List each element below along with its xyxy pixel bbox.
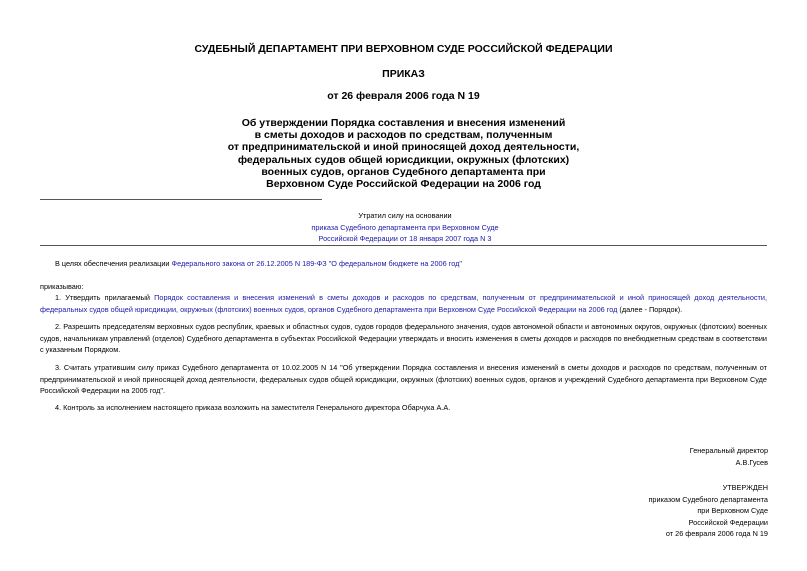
- title-line: военных судов, органов Судебного департамента при: [261, 165, 546, 178]
- title-line: Об утверждении Порядка составления и внесения изменений: [241, 117, 566, 129]
- status-link[interactable]: приказа Судебного департамента при Верховном Суде: [311, 222, 499, 232]
- title-line: в сметы доходов и расходов по средствам, полученным: [254, 129, 553, 142]
- approval-line: при Верховном Суде: [697, 506, 768, 515]
- item-4: 4. Контроль за исполнением настоящего приказа возложить на заместителя Генерального директора Обарчука А.А.: [55, 403, 451, 412]
- document-title: [0, 117, 807, 190]
- approval-line: приказом Судебного департамента: [648, 494, 768, 504]
- order-word: приказываю:: [40, 282, 84, 291]
- document-date: от 26 февраля 2006 года N 19: [327, 90, 480, 102]
- signature-name: А.В.Гусев: [735, 457, 768, 467]
- title-line: от предпринимательской и иной приносящей доход деятельности,: [227, 141, 580, 154]
- status-note: [300, 210, 510, 245]
- approval-word: УТВЕРЖДЕН: [722, 483, 768, 492]
- item-3: 3. Считать утратившим силу приказ Судебного департамента от 10.02.2005 N 14 "Об утверждении Порядка составления и внесения изменений в сметы доходов и расходов по средствам, полученным от предпринимательской и иной приносящей доход деятельности, федеральных судов общей юрисдикции, окружных (флотских) военных судов, органов и учреждений Судебного департамента при Верховном Суде Российской Федерации на 2005 год".: [40, 363, 767, 395]
- divider-bottom: [40, 245, 767, 246]
- item-1-text: 1. Утвердить прилагаемый: [55, 293, 155, 302]
- item-2: 2. Разрешить председателям верховных судов республик, краевых и областных судов, судов городов федерального значения, судов автономной области и автономных округов, окружных (флотских) военных судов, начальникам управлений (отделов) Судебного департамента в субъектах Российской Федерации утверждать и вносить изменения в сметы доходов и расходов по внебюджетным средствам в соответствии с указанным Порядком.: [40, 322, 767, 354]
- approval-line: Российской Федерации: [688, 517, 768, 527]
- procedure-link[interactable]: Порядок составления и внесения изменений в сметы доходов и расходов по средствам, полученным от предпринимательской и иной приносящей доход деятельности, федеральных судов общей юрисдикции, окружных (флотских) военных судов, органов Судебного департамента при Верховном Суде Российской Федерации на 2006 год: [40, 293, 767, 314]
- federal-law-link[interactable]: Федерального закона от 26.12.2005 N 189-ФЗ "О федеральном бюджете на 2006 год": [171, 259, 462, 268]
- item-1: [40, 292, 767, 315]
- approval-block: [560, 482, 768, 540]
- item-1-suffix: (далее - Порядок).: [617, 304, 683, 314]
- status-line: Утратил силу на основании: [358, 211, 452, 220]
- signature-block: [560, 445, 768, 468]
- divider-top: [40, 199, 322, 200]
- status-link[interactable]: Российской Федерации от 18 января 2007 года N 3: [318, 234, 492, 243]
- document-type: ПРИКАЗ: [382, 68, 425, 80]
- title-line: Верховном Суде Российской Федерации на 2006 год: [266, 178, 541, 191]
- organization-heading: СУДЕБНЫЙ ДЕПАРТАМЕНТ ПРИ ВЕРХОВНОМ СУДЕ РОССИЙСКОЙ ФЕДЕРАЦИИ: [194, 43, 613, 55]
- intro-text: В целях обеспечения реализации: [55, 259, 172, 268]
- intro-paragraph: [40, 258, 767, 270]
- signature-position: Генеральный директор: [689, 446, 768, 455]
- approval-line: от 26 февраля 2006 года N 19: [665, 529, 768, 538]
- title-line: федеральных судов общей юрисдикции, окружных (флотских): [237, 153, 570, 166]
